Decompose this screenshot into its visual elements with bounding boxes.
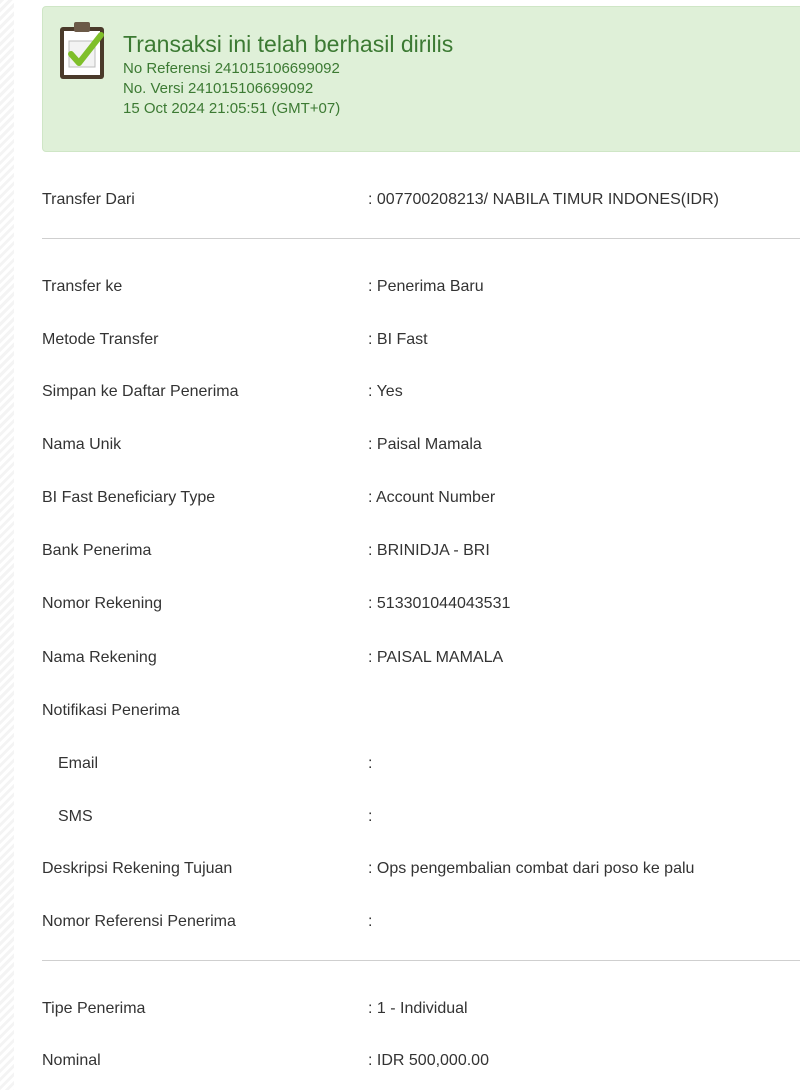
banner-version: No. Versi 241015106699092	[123, 80, 314, 97]
row-value: : Ops pengembalian combat dari poso ke palu	[368, 860, 695, 877]
row-value: : Yes	[368, 383, 403, 400]
row-value: : Penerima Baru	[368, 278, 484, 295]
row-label: Nominal	[42, 1052, 101, 1069]
row-value: : 007700208213/ NABILA TIMUR INDONES(IDR)	[368, 191, 719, 208]
row-label: BI Fast Beneficiary Type	[42, 489, 216, 506]
row-label: Notifikasi Penerima	[42, 702, 180, 719]
row-value: :	[368, 808, 373, 825]
row-value: :	[368, 913, 373, 930]
row-label: Nama Rekening	[42, 649, 157, 666]
row-label: Nama Unik	[42, 436, 122, 453]
row-value: : 513301044043531	[368, 595, 511, 612]
row-value: : PAISAL MAMALA	[368, 649, 504, 666]
row-value: : BRINIDJA - BRI	[368, 542, 490, 559]
success-banner	[42, 6, 800, 152]
row-label: Transfer ke	[42, 278, 123, 295]
banner-reference: No Referensi 241015106699092	[123, 60, 340, 77]
row-value: : IDR 500,000.00	[368, 1052, 489, 1069]
row-label: SMS	[58, 808, 93, 825]
divider	[42, 238, 800, 239]
left-edge-pattern	[0, 0, 14, 1090]
row-label: Bank Penerima	[42, 542, 152, 559]
row-value: : Account Number	[368, 489, 496, 506]
row-label: Email	[58, 755, 99, 772]
row-label: Metode Transfer	[42, 331, 159, 348]
clipboard-check-icon	[57, 21, 109, 81]
row-value: : BI Fast	[368, 331, 428, 348]
row-value: : Paisal Mamala	[368, 436, 482, 453]
row-label: Simpan ke Daftar Penerima	[42, 383, 239, 400]
row-value: : 1 - Individual	[368, 1000, 468, 1017]
row-label: Nomor Referensi Penerima	[42, 913, 236, 930]
banner-timestamp: 15 Oct 2024 21:05:51 (GMT+07)	[123, 100, 341, 117]
divider	[42, 960, 800, 961]
banner-title: Transaksi ini telah berhasil dirilis	[123, 31, 454, 57]
row-label: Transfer Dari	[42, 191, 135, 208]
row-label: Deskripsi Rekening Tujuan	[42, 860, 233, 877]
row-value: :	[368, 755, 373, 772]
row-label: Tipe Penerima	[42, 1000, 146, 1017]
row-label: Nomor Rekening	[42, 595, 163, 612]
